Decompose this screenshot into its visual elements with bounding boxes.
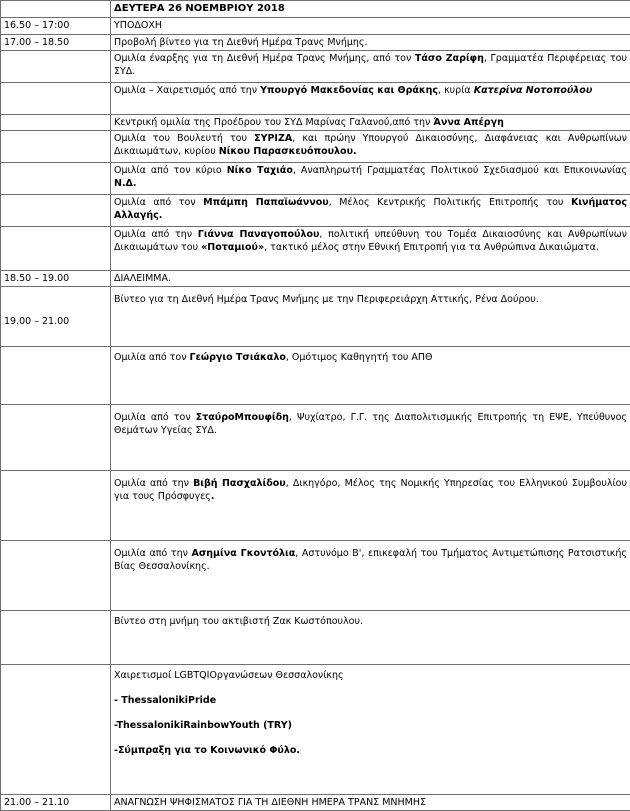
item-text: , Μέλος Κεντρικής Πολιτικής Επιτροπής του <box>329 197 571 208</box>
party-name: Κινήματος Αλλαγής. <box>114 197 627 221</box>
item-text: , κυρία <box>438 85 474 96</box>
header-row <box>1 1 630 18</box>
item-text: . <box>211 491 215 502</box>
time-cell <box>1 227 111 271</box>
item-cell: Βίντεο για τη Διεθνή Ημέρα Τρανς Μνήμης με την Περιφερειάρχη Αττικής, Ρένα Δούρου. <box>111 287 630 347</box>
speaker-name: Άννα Απέργη <box>433 117 504 128</box>
table-row <box>1 18 630 35</box>
item-text: , πολιτική υπεύθυνη του Τομέα Δικαιοσύνης και Ανθρωπίνων Δικαιωμάτων του <box>114 229 627 253</box>
time-cell: 16.50 – 17:00 <box>1 18 111 35</box>
time-cell <box>1 665 111 795</box>
party-name: Ν.Δ. <box>114 178 137 189</box>
item-cell <box>111 227 630 271</box>
org-item: - ThessalonikiPride <box>114 694 627 707</box>
item-cell <box>111 51 630 83</box>
item-text: Ομιλία – Χαιρετισμός από την <box>114 85 260 96</box>
item-cell <box>111 131 630 163</box>
item-text: Ομιλία του Βουλευτή του <box>114 133 254 144</box>
item-text: , Αστυνόμο Β', επικεφαλή του Τμήματος Αντιμετώπισης Ρατσιστικής Βίας Θεσσαλονίκης. <box>114 548 627 572</box>
item-text: Ομιλία έναρξης για τη Διεθνή Ημέρα Τρανς Μνήμης, από τον <box>114 53 415 64</box>
table-row <box>1 665 630 795</box>
item-text: Ομιλία από την <box>114 229 198 240</box>
item-text: Ομιλία από τον <box>114 352 190 363</box>
item-text: , και πρώην Υπουργού Δικαιοσύνης, Διαφάνειας και Ανθρωπίνων Δικαιωμάτων, κυρίου <box>114 133 627 157</box>
item-text: Ομιλία από την <box>114 548 192 559</box>
table-row <box>1 35 630 51</box>
speaker-title: Υπουργό Μακεδονίας και Θράκης <box>260 85 438 96</box>
speaker-name: Ασημίνα Γκοντόλια <box>192 548 296 559</box>
time-cell <box>1 541 111 611</box>
speaker-name: Γεώργιο Τσιάκαλο <box>190 352 286 363</box>
item-text: , Ομότιμος Καθηγητή του ΑΠΘ <box>286 352 433 363</box>
item-text: Ομιλία από τον <box>114 197 203 208</box>
item-text: , τακτικό μέλος στην Εθνική Επιτροπή για τα Ανθρώπινα Δικαιώματα. <box>264 242 599 253</box>
party-name: ΣΥΡΙΖΑ <box>254 133 292 144</box>
table-row <box>1 611 630 665</box>
table-row <box>1 163 630 195</box>
speaker-name: Νίκου Παρασκευόπουλου. <box>219 146 357 157</box>
item-cell <box>111 471 630 541</box>
day-title: ΔΕΥΤΕΡΑ 26 ΝΟΕΜΒΡΙΟΥ 2018 <box>111 1 630 18</box>
table-row <box>1 115 630 131</box>
table-row <box>1 271 630 287</box>
org-item: -Σύμπραξη για το Κοινωνικό Φύλο. <box>114 744 627 757</box>
table-row <box>1 795 630 811</box>
speaker-name: Γιάννα Παναγοπούλου <box>198 229 320 240</box>
time-cell <box>1 195 111 227</box>
speaker-name: ΣταύροΜπουφίδη <box>196 412 289 423</box>
table-row <box>1 287 630 347</box>
item-cell <box>111 115 630 131</box>
time-cell: 21.00 – 21.10 <box>1 795 111 811</box>
table-row <box>1 51 630 83</box>
item-cell: ΔΙΑΛΕΙΜΜΑ. <box>111 271 630 287</box>
time-cell <box>1 131 111 163</box>
item-cell <box>111 83 630 115</box>
time-cell: 17.00 – 18.50 <box>1 35 111 51</box>
item-text: Ομιλία από την <box>114 478 193 489</box>
time-cell <box>1 115 111 131</box>
speaker-name: Τάσο Ζαρίφη <box>415 53 484 64</box>
item-cell <box>111 163 630 195</box>
item-text: Ομιλία από τον κύριο <box>114 165 227 176</box>
time-cell <box>1 471 111 541</box>
item-cell <box>111 665 630 795</box>
time-cell <box>1 51 111 83</box>
time-cell <box>1 83 111 115</box>
item-text: , Γραμματέα Περιφέρειας του ΣΥΔ. <box>114 53 627 77</box>
party-name: «Ποταμιού» <box>201 242 264 253</box>
speaker-name: Κατερίνα Νοτοπούλου <box>474 85 593 96</box>
org-item: -ThessalonikiRainbowYouth (TRY) <box>114 719 627 732</box>
time-cell: 18.50 – 19.00 <box>1 271 111 287</box>
item-text: Κεντρική ομιλία της Προέδρου του ΣΥΔ Μαρίνας Γαλανού,από την <box>114 117 433 128</box>
item-cell <box>111 347 630 405</box>
item-cell: Προβολή βίντεο για τη Διεθνή Ημέρα Τρανς Μνήμης. <box>111 35 630 51</box>
item-text: , Αναπληρωτή Γραμματέας Πολιτικού Σχεδιασμού και Επικοινωνίας <box>293 165 627 176</box>
time-cell: 19.00 – 21.00 <box>1 287 111 347</box>
table-row <box>1 195 630 227</box>
item-cell <box>111 195 630 227</box>
item-cell: Βίντεο στη μνήμη του ακτιβιστή Ζακ Κωστόπουλου. <box>111 611 630 665</box>
speaker-name: Βιβή Πασχαλίδου <box>193 478 286 489</box>
item-cell <box>111 405 630 471</box>
item-text: , Ψυχίατρο, Γ.Γ. της Διαπολιτισμικής Επιτροπής τη ΕΨΕ, Υπεύθυνος Θεμάτων Υγείας ΣΥΔ. <box>114 412 627 436</box>
table-row <box>1 347 630 405</box>
item-cell: ΥΠΟΔΟΧΗ <box>111 18 630 35</box>
table-row <box>1 405 630 471</box>
speaker-name: Μπάμπη Παπαϊωάννου <box>203 197 329 208</box>
time-cell <box>1 405 111 471</box>
item-text: Χαιρετισμοί LGBTQIΟργανώσεων Θεσσαλονίκης <box>114 669 627 682</box>
time-cell <box>1 163 111 195</box>
table-row <box>1 471 630 541</box>
header-time-cell <box>1 1 111 18</box>
item-cell <box>111 541 630 611</box>
time-cell <box>1 347 111 405</box>
speaker-name: Νίκο Ταχιάο <box>227 165 293 176</box>
item-cell: ΑΝΑΓΝΩΣΗ ΨΗΦΙΣΜΑΤΟΣ ΓΙΑ ΤΗ ΔΙΕΘΝΗ ΗΜΕΡΑ ΤΡΑΝΣ ΜΝΗΜΗΣ <box>111 795 630 811</box>
table-row <box>1 227 630 271</box>
table-row <box>1 83 630 115</box>
item-text: , Δικηγόρο, Μέλος της Νομικής Υπηρεσίας του Ελληνικού Συμβουλίου για τους Πρόσφυγες <box>114 478 627 502</box>
item-text: Ομιλία από τον <box>114 412 196 423</box>
table-row <box>1 541 630 611</box>
table-row <box>1 131 630 163</box>
time-cell <box>1 611 111 665</box>
